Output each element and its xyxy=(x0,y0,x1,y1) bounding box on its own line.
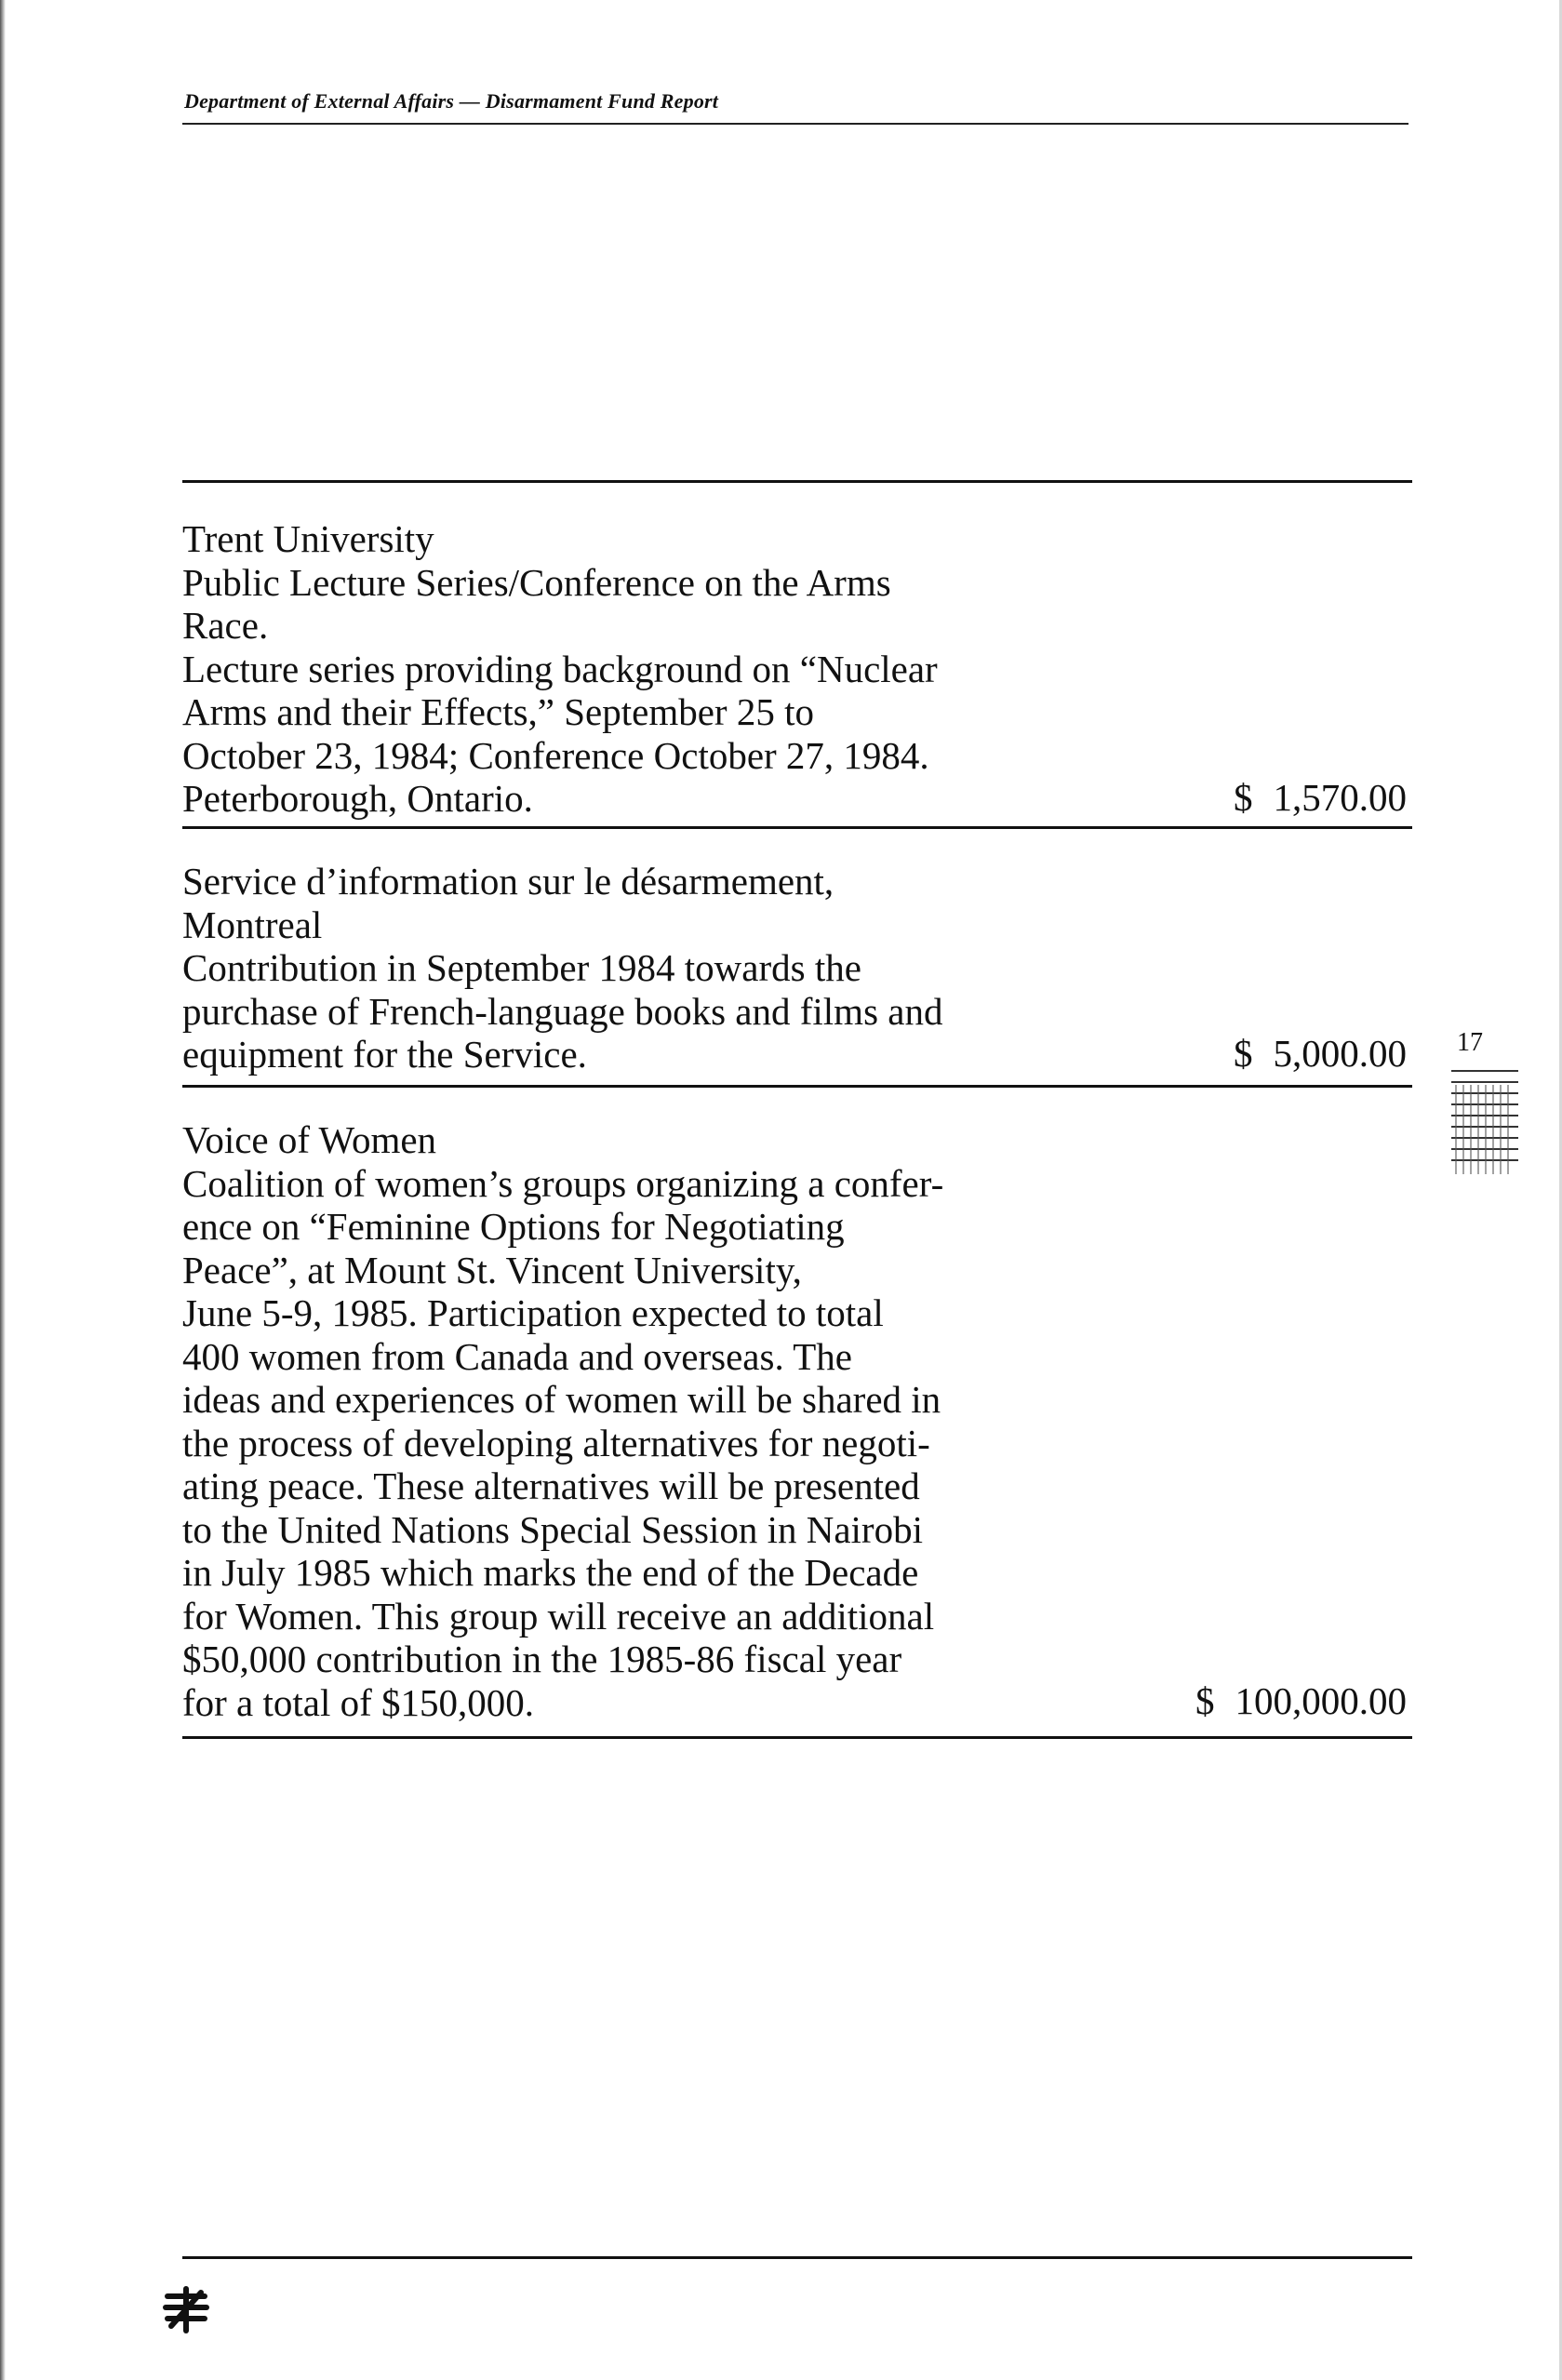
entry-description xyxy=(182,1118,1075,1724)
entry-line: purchase of French-language books and films and xyxy=(182,989,943,1033)
amount-value: 5,000.00 xyxy=(1273,1031,1407,1075)
scan-left-edge xyxy=(0,0,6,2380)
entry-line: 400 women from Canada and overseas. The xyxy=(182,1334,852,1378)
entry-amount xyxy=(1234,1032,1407,1075)
entry-line: June 5-9, 1985. Participation expected to total xyxy=(182,1291,884,1334)
entry-line: $50,000 contribution in the 1985-86 fiscal year xyxy=(182,1638,902,1680)
footer-rule xyxy=(182,2256,1412,2259)
page-number: 17 xyxy=(1457,1028,1483,1057)
section-top-rule xyxy=(182,480,1412,483)
currency-symbol: $ xyxy=(1195,1679,1215,1722)
currency-symbol: $ xyxy=(1234,1031,1253,1075)
entry-line: Coalition of women’s groups organizing a confer- xyxy=(182,1161,944,1205)
maple-leaf-logo-icon xyxy=(158,2280,214,2335)
entry-line: Public Lecture Series/Conference on the Arms xyxy=(182,560,891,604)
entry-line: for Women. This group will receive an additional xyxy=(182,1594,935,1638)
entry-line: equipment for the Service. xyxy=(182,1033,587,1076)
entry-line: the process of developing alternatives for negoti- xyxy=(182,1421,930,1464)
amount-value: 1,570.00 xyxy=(1273,775,1407,819)
entry-line: in July 1985 which marks the end of the Decade xyxy=(182,1551,919,1594)
entry-line: to the United Nations Special Session in Nairobi xyxy=(182,1507,923,1551)
entry-line: Arms and their Effects,” September 25 to xyxy=(182,690,814,733)
entry-line: Montreal xyxy=(182,903,323,946)
page-tab-marks xyxy=(1451,1070,1518,1170)
entry-line: Lecture series providing background on “Nuclear xyxy=(182,647,938,690)
entry-description xyxy=(182,860,1075,1076)
entry-line: Contribution in September 1984 towards the xyxy=(182,946,861,989)
entry-voice-of-women xyxy=(182,1118,1412,1724)
entry-line: Race. xyxy=(182,604,269,647)
entry-service-information xyxy=(182,860,1412,1076)
entry-amount xyxy=(1234,776,1407,819)
entry-line: ence on “Feminine Options for Negotiating xyxy=(182,1205,845,1248)
entry-line: Peterborough, Ontario. xyxy=(182,777,533,820)
entry-amount xyxy=(1195,1679,1407,1722)
entry-trent-university xyxy=(182,517,1412,821)
entry-line: for a total of $150,000. xyxy=(182,1680,535,1724)
entry-rule xyxy=(182,1736,1412,1739)
entry-rule xyxy=(182,826,1412,829)
amount-value: 100,000.00 xyxy=(1235,1679,1407,1722)
running-head: Department of External Affairs — Disarmament Fund Report xyxy=(184,89,719,113)
entry-line: ating peace. These alternatives will be presented xyxy=(182,1464,920,1507)
entry-line: Service d’information sur le désarmement, xyxy=(182,860,834,903)
entry-description xyxy=(182,517,1075,821)
entry-line: October 23, 1984; Conference October 27, 1984. xyxy=(182,733,929,777)
entry-line: ideas and experiences of women will be shared in xyxy=(182,1378,941,1421)
entry-line: Voice of Women xyxy=(182,1118,437,1161)
header-rule xyxy=(182,123,1408,125)
entry-line: Trent University xyxy=(182,517,434,560)
entry-rule xyxy=(182,1085,1412,1088)
currency-symbol: $ xyxy=(1234,775,1253,819)
entry-line: Peace”, at Mount St. Vincent University, xyxy=(182,1248,802,1291)
